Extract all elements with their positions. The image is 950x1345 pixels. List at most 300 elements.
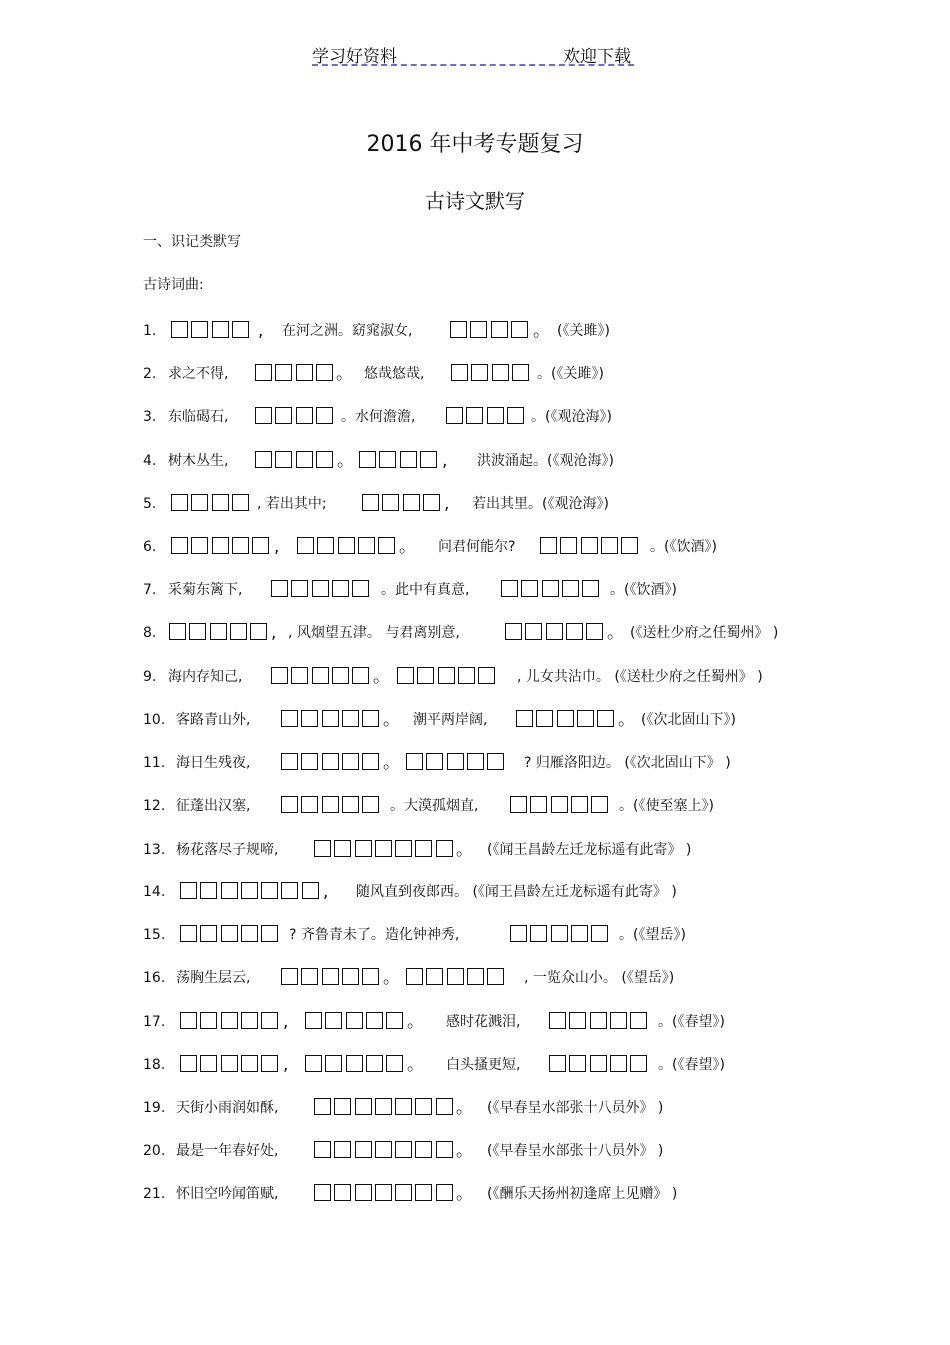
punctuation-mark: 。 [373,667,390,687]
blank-box [366,1055,383,1072]
blank-box [261,925,278,942]
blank-box [275,364,292,381]
blank-box [406,968,423,985]
blank-box [191,537,208,554]
blank-box [342,710,359,727]
blank-box [346,1055,363,1072]
blank-box [557,710,574,727]
punctuation-mark: 。 [407,1055,424,1075]
question-text: 。(《饮酒》) [610,582,677,598]
blank-box [562,580,579,597]
question-item [143,793,843,819]
question-text: 感时花溅泪, [446,1014,521,1030]
blank-box [301,710,318,727]
blank-box [296,364,313,381]
header-left-text: 学习好资料 [312,47,397,67]
blank-box [221,1055,238,1072]
question-text: 天街小雨润如酥, [176,1100,279,1116]
question-number: 18. [143,1057,166,1073]
question-number: 10. [143,712,166,728]
blank-box [591,925,608,942]
blank-box [447,753,464,770]
blank-box [436,1098,453,1115]
question-text: 。(《关雎》) [537,366,604,382]
question-text: 怀旧空吟闻笛赋, [176,1186,279,1202]
question-item [143,491,843,517]
blank-box [296,407,313,424]
question-text: 随风直到夜郎西。 (《闻王昌龄左迁龙标遥有此寄》 ) [356,884,677,900]
blank-box [250,623,267,640]
blank-box [492,364,509,381]
blank-box [362,710,379,727]
punctuation-mark: , [274,537,280,557]
blank-box [322,753,339,770]
question-item [143,922,843,948]
question-number: 19. [143,1100,166,1116]
blank-box [438,667,455,684]
question-text: 。此中有真意, [381,582,470,598]
punctuation-mark: 。 [383,968,400,988]
answer-blank[interactable] [271,667,372,687]
blank-box [386,1012,403,1029]
question-text: , 一览众山小。 (《望岳》) [524,970,675,986]
blank-box [590,1012,607,1029]
blank-box [316,451,333,468]
blank-box [334,840,351,857]
blank-box [366,1012,383,1029]
blank-box [610,1055,627,1072]
answer-blank[interactable] [510,925,611,945]
question-number: 6. [143,539,157,555]
blank-box [302,882,319,899]
answer-blank[interactable] [281,710,382,730]
blank-box [530,796,547,813]
question-item [143,1138,843,1164]
answer-blank[interactable] [180,1012,281,1032]
blank-box [507,407,524,424]
blank-box [597,710,614,727]
answer-blank[interactable] [549,1012,650,1032]
question-text: (《早春呈水部张十八员外》 ) [487,1100,664,1116]
answer-blank[interactable] [314,1141,456,1161]
answer-blank[interactable] [451,364,532,384]
question-number: 4. [143,453,157,469]
blank-box [436,1141,453,1158]
blank-box [314,1141,331,1158]
question-item [143,837,843,863]
answer-blank[interactable] [501,580,602,600]
blank-box [560,537,577,554]
answer-blank[interactable] [362,494,443,514]
question-item [143,879,843,905]
question-text: 求之不得, [168,366,229,382]
blank-box [301,796,318,813]
answer-blank[interactable] [540,537,641,557]
punctuation-mark: 。 [336,364,353,384]
answer-blank[interactable] [397,667,498,687]
question-text: 荡胸生层云, [176,970,251,986]
blank-box [566,623,583,640]
blank-box [501,580,518,597]
question-text: 。(《饮酒》) [650,539,717,555]
punctuation-mark: , [283,1055,289,1075]
blank-box [180,925,197,942]
blank-box [169,623,186,640]
answer-blank[interactable] [255,364,336,384]
punctuation-mark: 。 [456,1141,473,1161]
blank-box [281,753,298,770]
blank-box [397,667,414,684]
blank-box [355,1184,372,1201]
question-text: (《闻王昌龄左迁龙标遥有此寄》 ) [487,842,692,858]
blank-box [314,1098,331,1115]
blank-box [221,882,238,899]
blank-box [355,1098,372,1115]
blank-box [510,796,527,813]
blank-box [375,840,392,857]
answer-blank[interactable] [297,537,398,557]
blank-box [171,494,188,511]
blank-box [241,925,258,942]
question-text: , 风烟望五津。 与君离别意, [288,625,460,641]
answer-blank[interactable] [549,1055,650,1075]
blank-box [569,1055,586,1072]
question-text: 洪波涌起。(《观沧海》) [477,453,614,469]
question-text: 征蓬出汉塞, [176,798,251,814]
question-text: ? 齐鲁青未了。造化钟神秀, [289,927,460,943]
answer-blank[interactable] [171,494,252,514]
blank-box [296,451,313,468]
question-number: 20. [143,1143,166,1159]
blank-box [436,1184,453,1201]
answer-blank[interactable] [281,968,382,988]
question-text: (《次北固山下》) [641,712,736,728]
question-text: 在河之洲。窈窕淑女, [282,323,413,339]
blank-box [189,623,206,640]
blank-box [471,364,488,381]
blank-box [542,580,559,597]
answer-blank[interactable] [255,451,336,471]
blank-box [546,623,563,640]
blank-box [467,753,484,770]
answer-blank[interactable] [305,1012,406,1032]
blank-box [305,1012,322,1029]
answer-blank[interactable] [180,882,322,902]
blank-box [530,925,547,942]
blank-box [200,882,217,899]
blank-box [362,796,379,813]
page-subtitle: 古诗文默写 [425,189,525,213]
blank-box [470,321,487,338]
blank-box [451,364,468,381]
blank-box [342,968,359,985]
blank-box [403,494,420,511]
question-text: (《酬乐天扬州初逢席上见赠》 ) [487,1186,678,1202]
question-text: 东临碣石, [168,409,229,425]
question-text: 。(《春望》) [658,1057,725,1073]
question-item [143,318,843,344]
question-text: 问君何能尔? [438,539,516,555]
blank-box [316,364,333,381]
blank-box [255,364,272,381]
punctuation-mark: 。 [456,840,473,860]
blank-box [358,537,375,554]
blank-box [601,537,618,554]
blank-box [359,451,376,468]
blank-box [446,407,463,424]
question-text: 。大漠孤烟直, [390,798,479,814]
question-item [143,1095,843,1121]
blank-box [375,1184,392,1201]
answer-blank[interactable] [314,840,456,860]
punctuation-mark: 。 [407,1012,424,1032]
blank-box [191,321,208,338]
blank-box [191,494,208,511]
blank-box [332,667,349,684]
blank-box [232,494,249,511]
blank-box [549,1012,566,1029]
blank-box [417,667,434,684]
question-number: 2. [143,366,157,382]
blank-box [255,407,272,424]
blank-box [281,710,298,727]
blank-box [210,623,227,640]
punctuation-mark: 。 [399,537,416,557]
blank-box [314,1184,331,1201]
question-number: 13. [143,842,166,858]
question-text: 悠哉悠哉, [364,366,425,382]
blank-box [312,667,329,684]
answer-blank[interactable] [305,1055,406,1075]
blank-box [590,1055,607,1072]
answer-blank[interactable] [359,451,440,471]
blank-box [255,451,272,468]
blank-box [241,1012,258,1029]
blank-box [171,321,188,338]
blank-box [378,537,395,554]
question-item [143,1181,843,1207]
blank-box [536,710,553,727]
blank-box [221,925,238,942]
punctuation-mark: , [271,623,277,643]
question-text: (《早春呈水部张十八员外》 ) [487,1143,664,1159]
punctuation-mark: 。 [618,710,635,730]
blank-box [540,537,557,554]
answer-blank[interactable] [169,623,270,643]
question-text: 。(《春望》) [658,1014,725,1030]
question-text: 。(《望岳》) [619,927,686,943]
answer-blank[interactable] [406,968,507,988]
blank-box [352,580,369,597]
punctuation-mark: 。 [456,1184,473,1204]
question-text: , 儿女共沾巾。 (《送杜少府之任蜀州》 ) [517,669,763,685]
blank-box [314,840,331,857]
blank-box [200,925,217,942]
blank-box [630,1012,647,1029]
blank-box [375,1141,392,1158]
question-item [143,361,843,387]
header-divider [312,64,634,66]
question-item [143,1009,843,1035]
blank-box [450,321,467,338]
question-text: 。(《观沧海》) [531,409,612,425]
question-number: 17. [143,1014,166,1030]
blank-box [261,1055,278,1072]
blank-box [212,494,229,511]
blank-box [316,407,333,424]
blank-box [569,1012,586,1029]
answer-blank[interactable] [171,321,252,341]
answer-blank[interactable] [446,407,527,427]
blank-box [355,1141,372,1158]
question-item [143,1052,843,1078]
blank-box [317,537,334,554]
answer-blank[interactable] [314,1098,456,1118]
question-number: 1. [143,323,157,339]
section-heading: 一、识记类默写 [143,234,241,250]
blank-box [586,623,603,640]
answer-blank[interactable] [281,753,382,773]
blank-box [232,537,249,554]
blank-box [395,840,412,857]
blank-box [325,1055,342,1072]
blank-box [334,1098,351,1115]
blank-box [301,968,318,985]
blank-box [375,1098,392,1115]
blank-box [275,407,292,424]
blank-box [512,364,529,381]
blank-box [200,1012,217,1029]
blank-box [275,451,292,468]
answer-blank[interactable] [450,321,531,341]
blank-box [525,623,542,640]
blank-box [362,753,379,770]
question-text: 采菊东篱下, [168,582,243,598]
blank-box [352,667,369,684]
blank-box [180,1055,197,1072]
blank-box [386,1055,403,1072]
answer-blank[interactable] [510,796,611,816]
answer-blank[interactable] [180,925,281,945]
punctuation-mark: , [444,494,450,514]
blank-box [322,796,339,813]
blank-box [334,1141,351,1158]
question-number: 12. [143,798,166,814]
blank-box [510,925,527,942]
question-text: 。(《使至塞上》) [619,798,714,814]
blank-box [551,796,568,813]
blank-box [549,1055,566,1072]
question-number: 15. [143,927,166,943]
blank-box [436,840,453,857]
blank-box [271,580,288,597]
punctuation-mark: 。 [456,1098,473,1118]
answer-blank[interactable] [516,710,617,730]
punctuation-mark: , [283,1012,289,1032]
question-text: 树木丛生, [168,453,229,469]
blank-box [621,537,638,554]
answer-blank[interactable] [281,796,382,816]
blank-box [281,882,298,899]
blank-box [630,1055,647,1072]
answer-blank[interactable] [505,623,606,643]
blank-box [571,925,588,942]
blank-box [180,882,197,899]
question-text: 潮平两岸阔, [413,712,488,728]
blank-box [334,1184,351,1201]
question-number: 3. [143,409,157,425]
question-text: , 若出其中; [257,496,327,512]
blank-box [415,1098,432,1115]
question-text: 白头搔更短, [446,1057,521,1073]
blank-box [261,1012,278,1029]
blank-box [426,968,443,985]
blank-box [338,537,355,554]
blank-box [491,321,508,338]
answer-blank[interactable] [171,537,272,557]
blank-box [232,321,249,338]
blank-box [395,1141,412,1158]
blank-box [322,968,339,985]
blank-box [487,968,504,985]
blank-box [362,494,379,511]
blank-box [591,796,608,813]
header-right-text: 欢迎下载 [563,47,631,67]
blank-box [241,882,258,899]
blank-box [582,580,599,597]
answer-blank[interactable] [406,753,507,773]
blank-box [271,667,288,684]
blank-box [281,796,298,813]
category-heading: 古诗词曲: [143,277,204,293]
punctuation-mark: , [258,321,264,341]
blank-box [521,580,538,597]
blank-box [212,537,229,554]
question-item [143,404,843,430]
answer-blank[interactable] [314,1184,456,1204]
blank-box [466,407,483,424]
punctuation-mark: 。 [533,321,550,341]
blank-box [297,537,314,554]
question-number: 8. [143,625,157,641]
question-item [143,534,843,560]
blank-box [423,494,440,511]
question-text: 若出其里。(《观沧海》) [472,496,609,512]
blank-box [382,494,399,511]
blank-box [505,623,522,640]
punctuation-mark: 。 [383,753,400,773]
punctuation-mark: 。 [607,623,624,643]
blank-box [551,925,568,942]
question-number: 14. [143,884,166,900]
blank-box [571,796,588,813]
blank-box [415,1184,432,1201]
answer-blank[interactable] [271,580,372,600]
blank-box [478,667,495,684]
question-number: 21. [143,1186,166,1202]
blank-box [312,580,329,597]
question-item [143,620,843,646]
blank-box [415,1141,432,1158]
blank-box [346,1012,363,1029]
answer-blank[interactable] [255,407,336,427]
punctuation-mark: 。 [383,710,400,730]
blank-box [610,1012,627,1029]
answer-blank[interactable] [180,1055,281,1075]
question-number: 5. [143,496,157,512]
blank-box [426,753,443,770]
punctuation-mark: , [442,451,448,471]
